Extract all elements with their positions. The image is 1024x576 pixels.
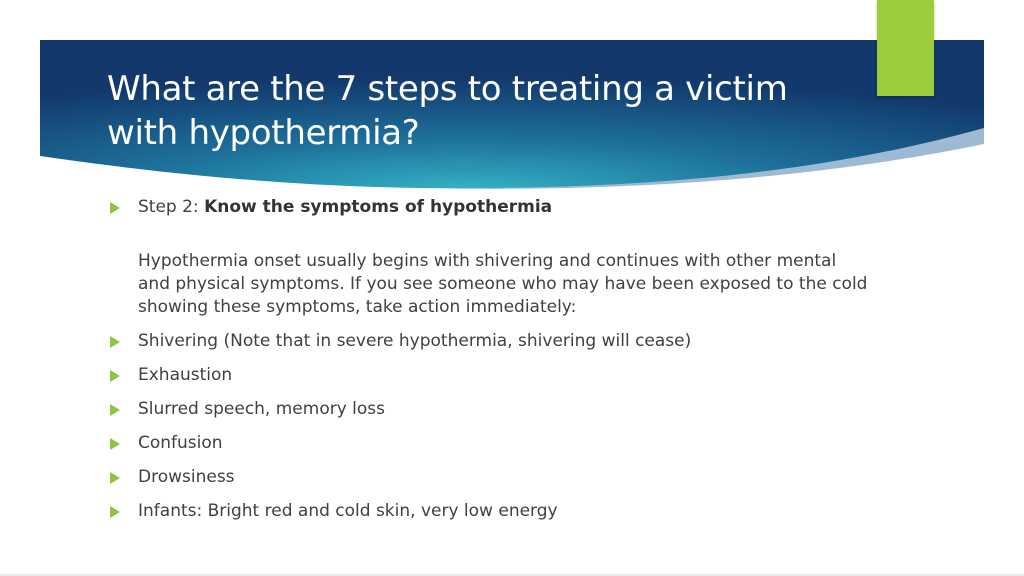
step-prefix: Step 2: [138, 197, 199, 217]
list-item [110, 330, 870, 353]
symptom-list [110, 330, 870, 523]
triangle-right-icon [110, 202, 120, 214]
step-bullet [110, 196, 870, 219]
triangle-right-icon [110, 370, 120, 382]
list-item-text: Exhaustion [138, 365, 233, 385]
step-heading: Know the symptoms of hypothermia [204, 197, 553, 217]
list-item-text: Confusion [138, 433, 223, 453]
list-item [110, 466, 870, 489]
slide-title: What are the 7 steps to treating a victim with hypothermia? [107, 69, 788, 153]
slide-content [110, 196, 870, 534]
list-item [110, 432, 870, 455]
list-item [110, 364, 870, 387]
list-item-text: Slurred speech, memory loss [138, 399, 386, 419]
list-item [110, 500, 870, 523]
list-item-text: Infants: Bright red and cold skin, very low energy [138, 501, 558, 521]
triangle-right-icon [110, 404, 120, 416]
triangle-right-icon [110, 336, 120, 348]
list-item-text: Shivering (Note that in severe hypothermia, shivering will cease) [138, 331, 692, 351]
triangle-right-icon [110, 472, 120, 484]
list-item-text: Drowsiness [138, 467, 235, 487]
list-item [110, 398, 870, 421]
intro-paragraph: Hypothermia onset usually begins with shivering and continues with other mental and physical symptoms. If you see someone who may have been exposed to the cold showing these symptoms, take action immediately: [138, 251, 868, 317]
triangle-right-icon [110, 506, 120, 518]
triangle-right-icon [110, 438, 120, 450]
accent-tab [877, 0, 934, 96]
